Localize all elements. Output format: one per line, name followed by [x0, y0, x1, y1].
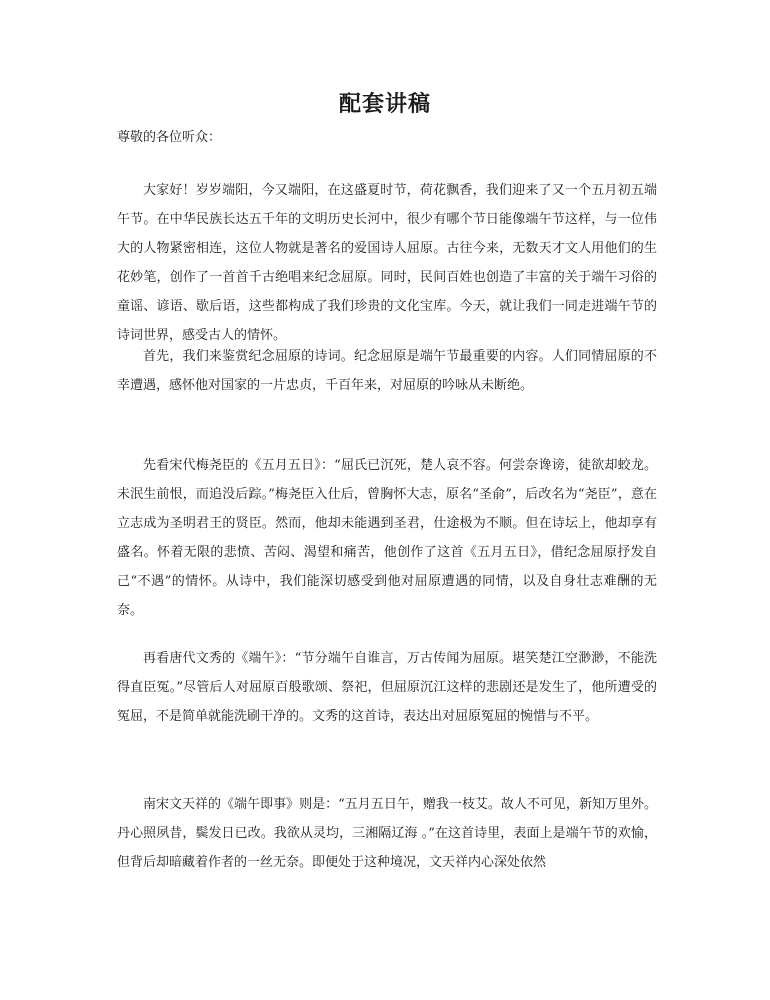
greeting-line: 尊敬的各位听众： [117, 130, 222, 145]
paragraph-wen-tianxiang: 南宋文天祥的《端午即事》则是：“五月五日午，赠我一枝艾。故人不可见，新知万里外。丹心照夙昔，鬓发日已改。我欲从灵均，三湘隔辽海 。”在这首诗里，表面上是端午节的欢愉，但背后却暗藏着作者的一丝无奈。即便处于这种境况，文天祥内心深处依然 [117, 797, 657, 870]
paragraph-wen-xiu: 再看唐代文秀的《端午》：“节分端午自谁言，万古传闻为屈原。堪笑楚江空渺渺，不能洗得直臣冤。”尽管后人对屈原百般歌颂、祭祀，但屈原沉江这样的悲剧还是发生了，他所遭受的冤屈，不是简单就能洗刷干净的。文秀的这首诗，表达出对屈原冤屈的惋惜与不平。 [117, 651, 657, 724]
paragraph-qu-yuan-poems: 首先，我们来鉴赏纪念屈原的诗词。纪念屈原是端午节最重要的内容。人们同情屈原的不幸遭遇，感怀他对国家的一片忠贞，千百年来，对屈原的吟咏从未断绝。 [117, 349, 657, 393]
page-title: 配套讲稿 [338, 91, 431, 117]
paragraph-intro: 大家好！岁岁端阳，今又端阳，在这盛夏时节，荷花飘香，我们迎来了又一个五月初五端午节。在中华民族长达五千年的文明历史长河中，很少有哪个节日能像端午节这样，与一位伟大的人物紧密相连，这位人物就是著名的爱国诗人屈原。古往今来，无数天才文人用他们的生花妙笔，创作了一首首千古绝唱来纪念屈原。同时，民间百姓也创造了丰富的关于端午习俗的童谣、谚语、歇后语，这些都构成了我们珍贵的文化宝库。今天，就让我们一同走进端午节的诗词世界，感受古人的情怀。 [117, 183, 657, 343]
paragraph-mei-yaochen: 先看宋代梅尧臣的《五月五日》：“屈氏已沉死，楚人哀不容。何尝奈谗谤，徒欲却蛟龙。未泯生前恨，而追没后踪。”梅尧臣入仕后，曾胸怀大志，原名“圣俞”，后改名为“尧臣”，意在立志成为圣明君王的贤臣。然而，他却未能遇到圣君，仕途极为不顺。但在诗坛上，他却享有盛名。怀着无限的悲愤、苦闷、渴望和痛苦，他创作了这首《五月五日》，借纪念屈原抒发自己“不遇”的情怀。从诗中，我们能深切感受到他对屈原遭遇的同情，以及自身壮志难酬的无奈。 [117, 458, 657, 618]
